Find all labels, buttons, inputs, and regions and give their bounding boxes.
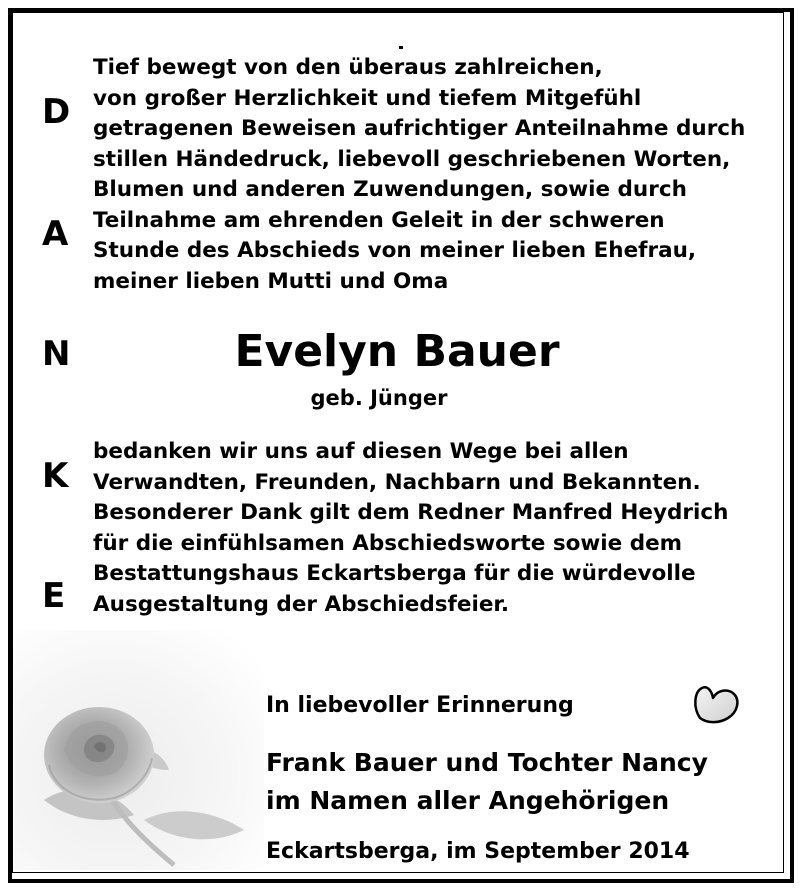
thanks-line: Bestattungshaus Eckartsberga für die würdevolle	[93, 561, 696, 586]
birth-name-text: geb. Jünger	[310, 386, 448, 410]
deceased-name	[0, 326, 800, 378]
thanks-line: bedanken wir uns auf diesen Wege bei allen	[93, 439, 629, 464]
rose-image	[14, 630, 264, 870]
thanks-line: Besonderer Dank gilt dem Redner Manfred Heydrich	[93, 500, 729, 525]
signer-line: im Namen aller Angehörigen	[266, 786, 670, 815]
intro-line: Blumen und anderen Zuwendungen, sowie durch	[93, 177, 687, 202]
heart-icon	[690, 680, 742, 728]
intro-line: Teilnahme am ehrenden Geleit in der schweren	[93, 207, 665, 233]
intro-line: Stunde des Abschieds von meiner lieben Ehefrau,	[93, 238, 697, 263]
intro-line: von großer Herzlichkeit und tiefem Mitgefühl	[93, 85, 642, 111]
side-letter-k: K	[42, 456, 69, 496]
thanks-line: für die einfühlsamen Abschiedsworte sowie dem	[93, 530, 683, 556]
intro-line: Tief bewegt von den überaus zahlreichen,	[93, 55, 603, 80]
thanks-paragraph	[93, 437, 753, 620]
deceased-name-text: Evelyn Bauer	[234, 326, 560, 377]
side-letter-d: D	[42, 92, 71, 132]
side-letter-a: A	[42, 214, 69, 254]
thanks-line: Ausgestaltung der Abschiedsfeier.	[93, 591, 510, 617]
thanks-line: Verwandten, Freunden, Nachbarn und Bekannten.	[93, 469, 701, 495]
signers	[266, 744, 708, 820]
rose-icon	[14, 630, 264, 870]
side-letter-e: E	[42, 576, 66, 616]
intro-line: meiner lieben Mutti und Oma	[93, 268, 449, 294]
signer-line: Frank Bauer und Tochter Nancy	[266, 748, 708, 777]
birth-name	[0, 383, 800, 413]
intro-paragraph	[93, 53, 753, 297]
intro-line: stillen Händedruck, liebevoll geschriebenen Worten,	[93, 146, 731, 172]
place-date: Eckartsberga, im September 2014	[266, 839, 690, 864]
intro-line: getragenen Beweisen aufrichtiger Anteilnahme durch	[93, 116, 746, 141]
decorative-dot	[399, 46, 403, 49]
side-letter-n: N	[42, 334, 71, 374]
memory-line: In liebevoller Erinnerung	[266, 693, 574, 718]
